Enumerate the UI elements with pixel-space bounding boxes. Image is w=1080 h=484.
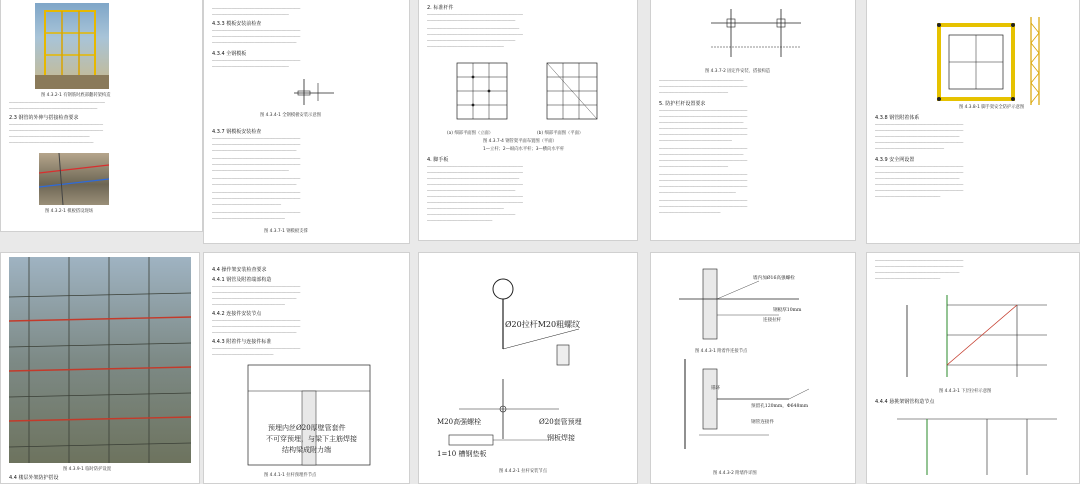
section-heading: 4.4 楼层外架防护搭设 bbox=[9, 475, 59, 481]
body-text-line: ────────────────────────────────── bbox=[875, 277, 941, 281]
body-text-line: ────────────────────────────────────────────── bbox=[875, 265, 964, 269]
annotation-line-1: 预埋内丝Ø20厚壁管套件 bbox=[268, 424, 346, 432]
body-text-line: ────────────────────────────────────────────── bbox=[659, 147, 748, 151]
label-hole: 预留孔120mm，Φ648mm bbox=[751, 404, 809, 409]
figure-caption: 图 4.3.9-1 临时防护设置 bbox=[63, 467, 112, 472]
document-page-2[interactable] bbox=[203, 0, 410, 244]
scaffold-photo bbox=[35, 3, 109, 89]
section-heading: 4. 脚手板 bbox=[427, 157, 449, 163]
body-text-line: ──────────────────────────────────────────── bbox=[9, 141, 94, 145]
body-text-line: ──────────────────────────────────── bbox=[212, 203, 282, 207]
body-text-line: ──────────────────────────────────── bbox=[659, 91, 729, 95]
document-page-1[interactable] bbox=[0, 0, 203, 232]
body-text-line: ────────────────────────────────────────────── bbox=[659, 179, 748, 183]
figure-caption: 图 4.3.8-1 脚手架安全防护示意图 bbox=[959, 105, 1025, 110]
label-sleeve: Ø20套管预埋 bbox=[539, 418, 582, 426]
body-text-line: ───────────────────────────────────────────────── bbox=[9, 123, 104, 127]
body-text-line: ────────────────────────────────────────────────── bbox=[427, 183, 523, 187]
body-text-line: ────────────────────────────────────────────── bbox=[212, 137, 301, 141]
body-text-line: ────────────────────────────────── bbox=[427, 219, 493, 223]
body-text-line: ────────────────────────────────────────────── bbox=[212, 35, 301, 39]
section-heading: 4.3.7 钢模板安装检查 bbox=[212, 129, 262, 135]
body-text-line: ────────────────────────────────────────────── bbox=[212, 197, 301, 201]
figure-caption: 图 4.3.4-1 全钢模板安装示意图 bbox=[260, 113, 321, 118]
body-text-line: ────────────────────────────────────────────── bbox=[875, 259, 964, 263]
tie-rod-detail-diagram bbox=[429, 259, 629, 459]
label-tie: 连接拉杆 bbox=[763, 318, 782, 323]
body-text-line: ────────────────────────────────────────────── bbox=[212, 177, 301, 181]
body-text-line: ────────────────────────────────────────────── bbox=[212, 191, 301, 195]
cantilever-detail-diagram bbox=[887, 409, 1067, 479]
tower-elevation-diagram bbox=[1025, 13, 1045, 109]
body-text-line: ──────────────────────────────────── bbox=[875, 147, 945, 151]
body-text-line: ───────────────────────────────────────────────── bbox=[9, 129, 104, 133]
body-text-line: ──────────────────────────────────────────── bbox=[212, 331, 297, 335]
figure-caption: 图 4.3.2-1 有钢筋时底部翻转架构造 bbox=[41, 93, 111, 98]
figure-caption: 图 4.4.1-1 拉杆预埋件节点 bbox=[264, 473, 317, 478]
figure-caption: 图 4.4.3-1 下层拉杆示意图 bbox=[939, 389, 992, 394]
document-page-7[interactable] bbox=[203, 252, 410, 484]
body-text-line: ────────────────────────────────────────────── bbox=[212, 325, 301, 329]
body-text-line: ────────────────────────────────────────────── bbox=[212, 163, 301, 167]
body-text-line: ────────────────────────────────────────────── bbox=[875, 141, 964, 145]
annotation-line-2: 不可穿预埋，与梁下主筋焊接 bbox=[266, 435, 357, 443]
body-text-line: ────────────────────────────────────────────── bbox=[212, 347, 301, 351]
label-connector: 钢管连接件 bbox=[751, 420, 774, 425]
body-text-line: ──────────────────────────────────────────── bbox=[659, 79, 744, 83]
document-page-3[interactable] bbox=[418, 0, 638, 241]
body-text-line: ────────────────────────────────────── bbox=[212, 303, 285, 307]
grid-plan-diagram-b bbox=[539, 55, 605, 127]
section-heading: 4.4.4 悬挑架钢管构造节点 bbox=[875, 399, 935, 405]
body-text-line: ──────────────────────────────────────────── bbox=[875, 271, 960, 275]
body-text-line: ──────────────────────────────── bbox=[212, 353, 274, 357]
body-text-line: ────────────────────────────────────────────── bbox=[659, 159, 748, 163]
section-heading: 4.3.3 模板安装前检查 bbox=[212, 21, 262, 27]
body-text-line: ────────────────────────────────────────────── bbox=[212, 285, 301, 289]
body-text-line: ────────────────────────────────────────────── bbox=[659, 185, 748, 189]
section-heading: 4.4.1 钢管及附着端部构造 bbox=[212, 277, 272, 283]
document-page-9[interactable] bbox=[650, 252, 856, 484]
site-photo bbox=[39, 153, 109, 205]
label-ring: 锚环 bbox=[711, 386, 721, 391]
body-text-line: ────────────────────────────────────────────── bbox=[427, 213, 516, 217]
body-text-line: ────────────────────────────────────────────── bbox=[212, 59, 301, 63]
section-heading: 4.4 操作架安装检查要求 bbox=[212, 267, 267, 273]
figure-legend: 1—立杆；2—纵向水平杆；3—横向水平杆 bbox=[483, 147, 565, 152]
body-text-line: ────────────────────────────────────────────── bbox=[212, 319, 301, 323]
label-bolt: M20高强螺栓 bbox=[437, 418, 482, 426]
body-text-line: ────────────────────────────────────────────── bbox=[659, 173, 748, 177]
section-heading: 4.3.8 钢管附着体系 bbox=[875, 115, 920, 121]
scaffold-frame-image bbox=[35, 3, 109, 89]
lower-tie-rod-diagram bbox=[887, 285, 1067, 385]
body-text-line: ────────────────────────────────────────────── bbox=[875, 171, 964, 175]
section-heading: 4.4.3 附着件与连接件标准 bbox=[212, 339, 272, 345]
figure-caption: 图 4.3.7-4 钢管架平面布置图（平面） bbox=[483, 139, 557, 144]
body-text-line: ──────────────────────────────────────── bbox=[212, 13, 289, 17]
section-heading: 2. 标准杆件 bbox=[427, 5, 454, 11]
body-text-line: ────────────────────────────────────────────── bbox=[212, 29, 301, 33]
body-text-line: ────────────────────────────────────────────── bbox=[659, 199, 748, 203]
body-text-line: ──────────────────────────────────────────────── bbox=[427, 27, 520, 31]
body-text-line: ────────────────────────────────────────────── bbox=[212, 211, 301, 215]
section-heading: 4.3.9 安全网设置 bbox=[875, 157, 915, 163]
body-text-line: ────────────────────────────────────────────────── bbox=[427, 201, 523, 205]
label-tie-rod: Ø20拉杆M20粗螺纹 bbox=[505, 320, 581, 329]
body-text-line: ──────────────────────────────────────────── bbox=[659, 153, 744, 157]
body-text-line: ────────────────────────────────────────── bbox=[9, 135, 90, 139]
fixing-detail-diagram bbox=[701, 3, 811, 63]
wall-anchor-diagram bbox=[659, 259, 849, 459]
section-heading: 5. 防护栏杆设置要求 bbox=[659, 101, 706, 107]
body-text-line: ────────────────────────────────────────────── bbox=[875, 165, 964, 169]
body-text-line: ──────────────────────────────────── bbox=[659, 165, 729, 169]
label-plate: 钢板厚10mm bbox=[773, 308, 802, 313]
body-text-line: ────────────────────────────────────────────────── bbox=[427, 33, 523, 37]
body-text-line: ──────────────────────────────────────── bbox=[212, 65, 289, 69]
body-text-line: ────────────────────────────────────── bbox=[659, 139, 732, 143]
grid-plan-diagram-a bbox=[449, 55, 515, 127]
label-weld: 钢板焊接 bbox=[547, 434, 575, 442]
document-page-10[interactable] bbox=[866, 252, 1080, 484]
body-text-line: ────────────────────────────────────────────────── bbox=[427, 171, 523, 175]
body-text-line: ──────────────────────────────────────────── bbox=[212, 183, 297, 187]
document-page-6[interactable] bbox=[0, 252, 200, 484]
body-text-line: ────────────────────────────────────────────── bbox=[875, 189, 964, 193]
figure-caption: 图 4.3.2-1 模板搭设现场 bbox=[45, 209, 94, 214]
figure-caption: 图 4.4.2-1 拉杆安装节点 bbox=[499, 469, 548, 474]
body-text-line: ──────────────────────────────────────── bbox=[427, 207, 504, 211]
body-text-line: ──────────────────────────────────────────── bbox=[875, 177, 960, 181]
body-text-line: ──────────────────────────────────────────── bbox=[212, 41, 297, 45]
body-text-line: ──────────────────────────────────────── bbox=[427, 45, 504, 49]
safety-fence-diagram bbox=[931, 17, 1021, 107]
section-heading: 4.3.4 全钢模板 bbox=[212, 51, 247, 57]
document-page-5[interactable] bbox=[866, 0, 1080, 244]
body-text-line: ──────────────────────────────────────────── bbox=[875, 135, 960, 139]
body-text-line: ──────────────────────────────────────── bbox=[659, 191, 736, 195]
formwork-diagram bbox=[284, 73, 344, 109]
body-text-line: ────────────────────────────────── bbox=[875, 195, 941, 199]
body-text-line: ────────────────────────────────────────────── bbox=[875, 183, 964, 187]
label-plate: 1=10 槽钢垫板 bbox=[437, 450, 487, 458]
body-text-line: ────────────────────────────────────────────── bbox=[212, 291, 301, 295]
figure-caption: 图 4.4.3-2 附墙件详图 bbox=[713, 471, 757, 476]
figure-caption: (b) 细部平面图（平面） bbox=[537, 131, 584, 136]
document-page-4[interactable] bbox=[650, 0, 856, 241]
body-text-line: ────────────────────────────────────────────── bbox=[427, 39, 516, 43]
body-text-line: ──────────────────────────────────────────── bbox=[212, 149, 297, 153]
body-text-line: ────────────────────────────────────────────── bbox=[875, 129, 964, 133]
body-text-line: ────────────────────────────────────────────────── bbox=[427, 165, 523, 169]
body-text-line: ──────────────────────────────────────────── bbox=[212, 297, 297, 301]
body-text-line: ────────────────────────────────────────────── bbox=[659, 205, 748, 209]
body-text-line: ────────────────────────────────────────────────── bbox=[9, 101, 105, 105]
body-text-line: ────────────────────────────────────────────── bbox=[212, 7, 301, 11]
document-page-8[interactable] bbox=[418, 252, 638, 484]
body-text-line: ────────────────────────────────────────────── bbox=[875, 123, 964, 127]
body-text-line: ────────────────────────────────────────────────── bbox=[427, 13, 523, 17]
figure-caption: 图 4.4.3-1 附着件连接节点 bbox=[695, 349, 748, 354]
body-text-line: ────────────────────────────────────── bbox=[212, 217, 285, 221]
body-text-line: ────────────────────────────────────────────── bbox=[427, 19, 516, 23]
figure-caption: (a) 细部平面图（立面） bbox=[447, 131, 494, 136]
body-text-line: ────────────────────────────────────────────── bbox=[659, 127, 748, 131]
body-text-line: ──────────────────────────────────────────────── bbox=[427, 177, 520, 181]
figure-caption: 图 4.3.7-2 固定件安装、搭接构造 bbox=[705, 69, 771, 74]
body-text-line: ────────────────────────────────────────────── bbox=[659, 85, 748, 89]
section-heading: 4.4.2 连接件安装节点 bbox=[212, 311, 262, 317]
body-text-line: ──────────────────────────────────────────── bbox=[659, 121, 744, 125]
body-text-line: ────────────────────────────────────────────── bbox=[212, 143, 301, 147]
annotation-line-3: 结构梁成附力端 bbox=[282, 446, 331, 454]
figure-caption: 图 4.3.7-1 钢模板支撑 bbox=[264, 229, 308, 234]
body-text-line: ────────────────────────────────────────────── bbox=[659, 133, 748, 137]
body-text-line: ────────────────────────────────────────────── bbox=[9, 107, 98, 111]
section-heading: 2.3 钢管的外伸与搭接检查要求 bbox=[9, 115, 79, 121]
body-text-line: ────────────────────────────────────────────── bbox=[212, 157, 301, 161]
body-text-line: ────────────────────────────────────────────── bbox=[659, 109, 748, 113]
body-text-line: ────────────────────────────────────────────── bbox=[659, 115, 748, 119]
body-text-line: ──────────────────────────────────────── bbox=[212, 169, 289, 173]
label-bolt: 墙内加Ø16高强螺栓 bbox=[753, 276, 795, 281]
body-text-line: ──────────────────────────────── bbox=[659, 211, 721, 215]
scaffold-net-photo bbox=[9, 257, 191, 463]
body-text-line: ────────────────────────────────────────────────── bbox=[427, 195, 523, 199]
body-text-line: ────────────────────────────────────────────── bbox=[427, 189, 516, 193]
